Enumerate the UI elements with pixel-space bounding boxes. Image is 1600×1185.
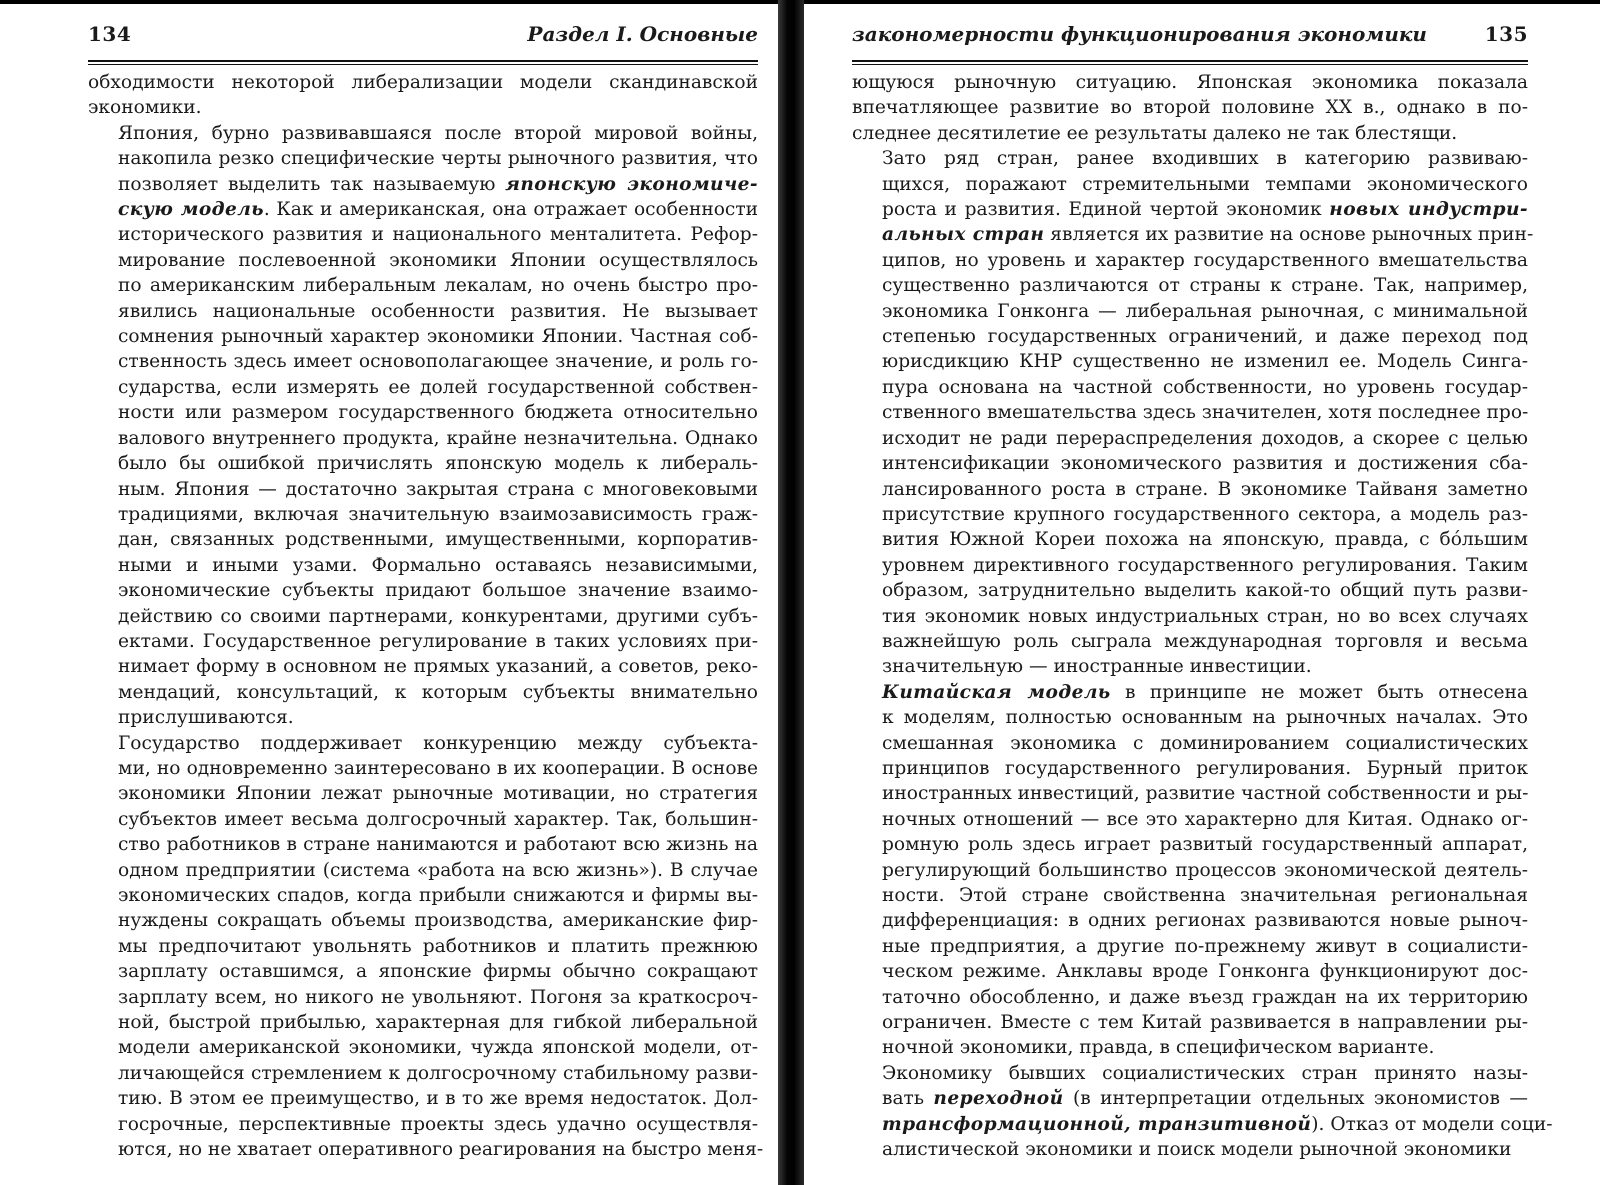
- text-line: [88, 908, 758, 933]
- text-run: прислушиваются.: [118, 707, 294, 729]
- text-run: ными и иными узами. Формально оставаясь независимыми,: [118, 554, 758, 576]
- text-run: валового внутреннего продукта, крайне незначительна. Однако: [118, 427, 758, 449]
- text-run: одном предприятии (система «работа на всю жизнь»). В случае: [118, 859, 758, 881]
- text-run: зарплату оставшимся, а японские фирмы обычно сокращают: [118, 961, 758, 983]
- text-run: роста и развития. Единой чертой экономик: [882, 199, 1330, 221]
- text-line: [88, 1137, 764, 1162]
- text-line: [852, 299, 1528, 324]
- text-line: [852, 731, 1528, 756]
- text-run: экономика Гонконга — либеральная рыночная, с минимальной: [882, 300, 1528, 322]
- text-line: [852, 1010, 1528, 1035]
- text-line: [88, 959, 758, 984]
- text-line: [852, 781, 1528, 806]
- text-run: личающейся стремлением к долгосрочному стабильному разви-: [118, 1062, 758, 1084]
- emphasized-term: трансформационной, транзитивной: [882, 1113, 1312, 1135]
- text-line: [852, 1035, 1528, 1060]
- text-run: значительную — иностранные инвестиции.: [882, 656, 1312, 678]
- text-line: [852, 578, 1528, 603]
- paragraph: [852, 1061, 1553, 1163]
- text-line: [852, 400, 1528, 425]
- text-run: ности. Этой стране свойственна значительная региональная: [882, 885, 1528, 906]
- text-line: [852, 273, 1528, 298]
- text-line: [852, 451, 1528, 476]
- text-line: [852, 172, 1528, 197]
- text-run: традициями, включая значительную взаимозависимость граж-: [118, 503, 758, 525]
- text-run: лансированного роста в стране. В экономике Тайваня заметно: [882, 478, 1528, 500]
- text-line: [852, 222, 1534, 247]
- paragraph: [88, 70, 758, 121]
- text-line: [852, 375, 1528, 400]
- text-line: [88, 629, 758, 654]
- text-line: [88, 502, 758, 527]
- right-page: [852, 0, 1553, 1185]
- text-run: исходит не ради перераспределения доходов, а скорее с целью: [882, 427, 1528, 449]
- text-line: [852, 553, 1528, 578]
- text-run: присутствие крупного государственного сектора, а модель раз-: [882, 503, 1528, 525]
- text-run: ются, но не хватает оперативного реагирования на быстро меня-: [118, 1139, 764, 1161]
- text-run: ектами. Государственное регулирование в таких условиях при-: [118, 630, 758, 652]
- text-line: [852, 705, 1528, 730]
- text-line: [88, 832, 758, 857]
- text-run: ческом режиме. Анклавы вроде Гонконга функционируют дос-: [882, 961, 1528, 983]
- text-run: Государство поддерживает конкуренцию между субъекта-: [118, 732, 758, 754]
- text-run: ности или размером государственного бюджета относительно: [118, 402, 758, 424]
- text-run: щихся, поражают стремительными темпами экономического: [882, 173, 1528, 195]
- text-line: [88, 146, 758, 171]
- text-line: [88, 934, 758, 959]
- text-line: [88, 756, 758, 781]
- text-run: образом, затруднительно выделить какой-то общий путь разви-: [882, 580, 1528, 602]
- text-line: [88, 273, 758, 298]
- text-line: [88, 324, 758, 349]
- text-run: зарплату всем, но никого не увольняют. Погоня за краткосроч-: [118, 986, 758, 1008]
- text-run: исторического развития и национального менталитета. Рефор-: [118, 224, 758, 246]
- text-run: обходимости некоторой либерализации модели скандинавской: [88, 72, 758, 93]
- text-run: ромную роль здесь играет развитый государственный аппарат,: [882, 834, 1528, 856]
- text-line: [88, 121, 758, 146]
- text-line: [852, 527, 1528, 552]
- left-page-body: [88, 70, 764, 1162]
- text-run: ство работников в стране нанимаются и работают всю жизнь на: [118, 834, 758, 856]
- text-run: госрочные, перспективные проекты здесь удачно осуществля-: [118, 1113, 758, 1135]
- text-line: [852, 248, 1528, 273]
- text-line: [852, 680, 1528, 705]
- text-line: [852, 832, 1528, 857]
- text-line: [88, 553, 758, 578]
- text-line: [852, 959, 1528, 984]
- text-line: [88, 705, 758, 730]
- text-run: дифференциация: в одних регионах развиваются новые рыноч-: [882, 910, 1528, 932]
- left-page: [88, 0, 764, 1185]
- text-run: накопила резко специфические черты рыночного развития, что: [118, 148, 758, 170]
- text-line: [88, 985, 758, 1010]
- text-run: ципов, но уровень и характер государственного вмешательства: [882, 249, 1528, 271]
- text-run: ночных отношений — все это характерно для Китая. Однако ог-: [882, 808, 1528, 830]
- text-run: регулирующий большинство процессов экономической деятель-: [882, 859, 1528, 881]
- text-line: [88, 781, 758, 806]
- text-line: [88, 172, 758, 197]
- text-line: [88, 1086, 758, 1111]
- text-run: ночной экономики, правда, в специфическом варианте.: [882, 1037, 1435, 1059]
- text-line: [88, 349, 758, 374]
- text-line: [852, 629, 1528, 654]
- left-page-number: 134: [88, 22, 132, 46]
- text-run: в принципе не может быть отнесена: [1110, 681, 1528, 703]
- text-line: [852, 1061, 1528, 1086]
- text-line: [852, 858, 1528, 883]
- paragraph: [852, 680, 1528, 1061]
- text-line: [852, 654, 1528, 679]
- text-line: [852, 934, 1528, 959]
- text-run: ми, но одновременно заинтересовано в их кооперации. В основе: [118, 757, 758, 779]
- text-run: следнее десятилетие ее результаты далеко не так блестящи.: [852, 122, 1458, 144]
- text-run: было бы ошибкой причислять японскую модель к либераль-: [118, 453, 758, 475]
- text-run: сомнения рыночный характер экономики Японии. Частная соб-: [118, 326, 758, 348]
- text-run: иностранных инвестиций, развитие частной собственности и ры-: [882, 783, 1529, 805]
- text-run: смешанная экономика с доминированием социалистических: [882, 732, 1528, 754]
- text-line: [852, 908, 1528, 933]
- text-line: [88, 1061, 758, 1086]
- text-run: тия экономик новых индустриальных стран, но во всех случаях: [882, 605, 1528, 627]
- left-running-head: [88, 22, 758, 58]
- text-run: ные предприятия, а другие по-прежнему живут в социалисти-: [882, 935, 1528, 957]
- text-line: [88, 451, 758, 476]
- left-section-title: Раздел I. Основные: [527, 22, 758, 46]
- text-line: [88, 222, 758, 247]
- text-run: ограничен. Вместе с тем Китай развивается в направлении ры-: [882, 1012, 1528, 1034]
- text-run: модели американской экономики, чужда японской модели, от-: [118, 1037, 758, 1059]
- text-run: экономики.: [88, 97, 202, 119]
- text-line: [88, 197, 758, 222]
- text-line: [88, 807, 758, 832]
- text-run: вать: [882, 1088, 934, 1110]
- text-line: [88, 248, 758, 273]
- text-run: субъектов имеет весьма долгосрочный характер. Так, большин-: [118, 808, 758, 830]
- text-run: . Как и американская, она отражает особенности: [263, 199, 759, 221]
- text-run: дан, связанных родственными, имущественными, корпоратив-: [118, 529, 758, 551]
- text-line: [88, 604, 758, 629]
- text-line: [88, 95, 758, 120]
- text-line: [88, 1010, 758, 1035]
- emphasized-term: переходной: [933, 1088, 1064, 1110]
- text-run: принципов государственного регулирования. Бурный приток: [882, 757, 1528, 779]
- text-run: экономики Японии лежат рыночные мотивации, но стратегия: [118, 783, 758, 805]
- right-page-body: [852, 70, 1553, 1162]
- text-run: степенью государственных ограничений, и даже переход под: [882, 326, 1528, 348]
- text-line: [88, 527, 758, 552]
- text-run: нуждены сокращать объемы производства, американские фир-: [118, 910, 758, 932]
- text-line: [852, 604, 1528, 629]
- text-run: Зато ряд стран, ранее входивших в категорию развиваю-: [882, 148, 1528, 170]
- text-run: важнейшую роль сыграла международная торговля и весьма: [882, 630, 1528, 652]
- left-header-rule: [88, 60, 758, 65]
- text-line: [88, 70, 758, 95]
- emphasized-term: альных стран: [882, 224, 1045, 246]
- text-run: юрисдикцию КНР существенно не изменил ее. Модель Синга-: [882, 351, 1528, 373]
- paragraph: [88, 121, 758, 731]
- text-run: нимает форму в основном не прямых указаний, а советов, реко-: [118, 656, 758, 678]
- text-line: [852, 70, 1528, 95]
- text-line: [852, 1086, 1528, 1111]
- right-running-head: [852, 22, 1528, 58]
- text-run: действию со своими партнерами, конкурентами, другими субъ-: [118, 605, 758, 627]
- text-run: ственного вмешательства здесь значителен, хотя последнее про-: [882, 402, 1529, 424]
- text-run: ющуюся рыночную ситуацию. Японская экономика показала: [852, 72, 1528, 93]
- text-run: к моделям, полностью основанным на рыночных началах. Это: [882, 707, 1528, 729]
- text-line: [88, 375, 758, 400]
- text-line: [852, 502, 1528, 527]
- text-line: [852, 807, 1528, 832]
- text-run: мы предпочитают увольнять работников и платить прежнюю: [118, 935, 758, 957]
- text-run: тию. В этом ее преимущество, и в то же время недостаток. Дол-: [118, 1088, 758, 1110]
- text-run: явились национальные особенности развития. Не вызывает: [118, 300, 758, 322]
- text-run: по американским либеральным лекалам, но очень быстро про-: [118, 275, 758, 297]
- text-run: Япония, бурно развивавшаяся после второй мировой войны,: [118, 122, 758, 144]
- text-run: позволяет выделить так называемую: [118, 173, 506, 195]
- text-run: является их развитие на основе рыночных прин-: [1044, 224, 1534, 246]
- text-run: ной, быстрой прибылью, характерная для гибкой либеральной: [118, 1012, 758, 1034]
- paragraph: [88, 731, 764, 1163]
- text-run: пура основана на частной собственности, но уровень государ-: [882, 376, 1528, 398]
- text-line: [852, 121, 1528, 146]
- emphasized-term: Китайская модель: [882, 681, 1111, 703]
- text-run: мендаций, консультаций, к которым субъекты внимательно: [118, 681, 758, 703]
- text-line: [852, 426, 1528, 451]
- right-section-title: закономерности функционирования экономики: [852, 22, 1427, 46]
- text-run: (в интерпретации отдельных экономистов —: [1063, 1088, 1529, 1110]
- text-line: [852, 324, 1528, 349]
- text-run: ). Отказ от модели соци-: [1311, 1113, 1553, 1135]
- book-gutter: [778, 0, 804, 1185]
- emphasized-term: новых индустри-: [1329, 199, 1528, 221]
- text-line: [88, 1112, 758, 1137]
- text-run: ным. Япония — достаточно закрытая страна с многовековыми: [118, 478, 758, 500]
- text-line: [852, 349, 1528, 374]
- text-line: [88, 299, 758, 324]
- right-page-number: 135: [1484, 22, 1528, 46]
- text-run: экономических спадов, когда прибыли снижаются и фирмы вы-: [118, 885, 758, 906]
- text-run: интенсификации экономического развития и достижения сба-: [882, 453, 1528, 475]
- text-line: [852, 477, 1528, 502]
- text-line: [852, 95, 1528, 120]
- text-run: сударства, если измерять ее долей государственной собствен-: [118, 376, 758, 398]
- paragraph: [852, 70, 1528, 146]
- text-line: [88, 477, 758, 502]
- text-line: [88, 1035, 758, 1060]
- text-line: [852, 985, 1528, 1010]
- emphasized-term: скую модель: [118, 199, 264, 221]
- text-line: [88, 883, 758, 908]
- text-line: [88, 426, 758, 451]
- text-line: [88, 680, 758, 705]
- text-run: таточно обособленно, и даже въезд граждан на их территорию: [882, 986, 1528, 1008]
- paragraph: [852, 146, 1534, 680]
- text-line: [88, 858, 758, 883]
- text-line: [852, 756, 1528, 781]
- text-line: [852, 883, 1528, 908]
- text-run: существенно различаются от страны к стране. Так, например,: [882, 275, 1528, 297]
- text-line: [852, 146, 1528, 171]
- text-run: уровнем директивного государственного регулирования. Таким: [882, 554, 1528, 576]
- text-run: ственность здесь имеет основополагающее значение, и роль го-: [118, 351, 758, 373]
- text-run: впечатляющее развитие во второй половине XX в., однако в по-: [852, 97, 1528, 119]
- text-line: [88, 578, 758, 603]
- text-run: вития Южной Кореи похожа на японскую, правда, с бо́льшим: [882, 529, 1528, 551]
- text-line: [852, 197, 1528, 222]
- text-line: [88, 400, 758, 425]
- text-line: [852, 1112, 1553, 1137]
- text-line: [88, 654, 758, 679]
- text-run: алистической экономики и поиск модели рыночной экономики: [882, 1139, 1512, 1161]
- right-header-rule: [852, 60, 1528, 65]
- text-line: [88, 731, 758, 756]
- emphasized-term: японскую экономиче-: [505, 173, 758, 195]
- text-run: мирование послевоенной экономики Японии осуществлялось: [118, 249, 758, 271]
- text-run: экономические субъекты придают большое значение взаимо-: [118, 580, 758, 602]
- text-run: Экономику бывших социалистических стран принято назы-: [882, 1062, 1528, 1084]
- text-line: [852, 1137, 1528, 1162]
